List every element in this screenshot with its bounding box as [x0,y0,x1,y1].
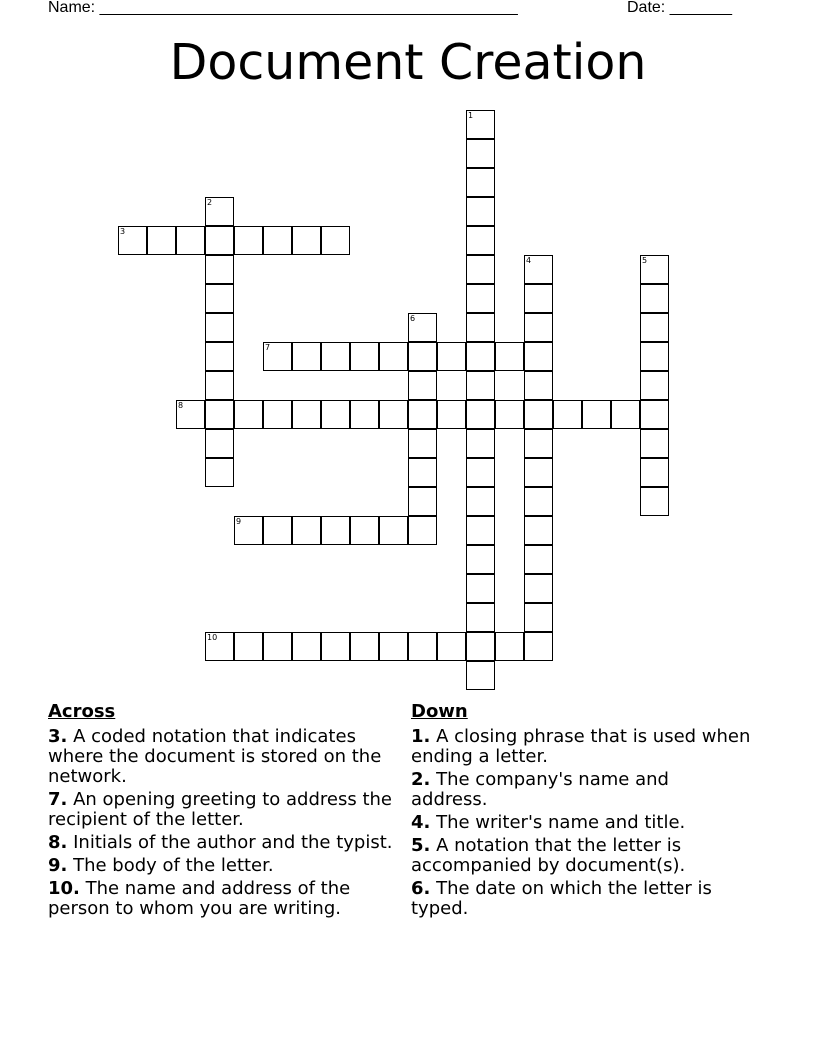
crossword-cell[interactable] [321,400,350,429]
crossword-cell[interactable] [524,429,553,458]
clue-number: 6. [411,878,431,899]
crossword-cell[interactable] [640,487,669,516]
across-heading: Across [48,701,116,722]
crossword-cell[interactable] [234,632,263,661]
crossword-cell[interactable] [205,400,234,429]
crossword-cell[interactable] [379,342,408,371]
crossword-cell[interactable] [408,400,437,429]
crossword-cell[interactable] [437,400,466,429]
crossword-cell[interactable] [408,632,437,661]
clue-text: A closing phrase that is used when ending a letter. [411,726,751,767]
crossword-cell[interactable] [466,400,495,429]
down-heading: Down [411,701,468,722]
crossword-cell[interactable] [524,545,553,574]
crossword-cell[interactable] [321,632,350,661]
crossword-cell[interactable] [466,603,495,632]
crossword-cell[interactable] [466,284,495,313]
crossword-cell[interactable] [408,429,437,458]
crossword-cell[interactable] [205,197,234,226]
down-clue [411,879,751,919]
across-clue [48,833,398,853]
crossword-cell[interactable] [205,342,234,371]
crossword-cell[interactable] [524,284,553,313]
clue-number-label: 5 [642,256,648,265]
crossword-cell[interactable] [205,632,234,661]
clue-number: 3. [48,726,68,747]
crossword-cell[interactable] [408,458,437,487]
crossword-cell[interactable] [408,342,437,371]
crossword-cell[interactable] [321,226,350,255]
crossword-cell[interactable] [524,458,553,487]
crossword-cell[interactable] [350,400,379,429]
clue-number: 10. [48,878,80,899]
crossword-cell[interactable] [466,574,495,603]
crossword-cell[interactable] [263,342,292,371]
down-clue [411,813,751,833]
crossword-cell[interactable] [234,400,263,429]
crossword-cell[interactable] [640,342,669,371]
clue-number-label: 10 [207,633,218,642]
clue-number: 8. [48,832,68,853]
crossword-cell[interactable] [350,342,379,371]
clue-number-label: 4 [526,256,532,265]
clue-number-label: 7 [265,343,271,352]
clue-text: The body of the letter. [67,855,274,876]
crossword-cell[interactable] [524,313,553,342]
crossword-cell[interactable] [611,400,640,429]
page-title: Document Creation [169,34,647,91]
crossword-cell[interactable] [640,255,669,284]
crossword-cell[interactable] [553,400,582,429]
crossword-cell[interactable] [466,371,495,400]
crossword-cell[interactable] [640,371,669,400]
crossword-cell[interactable] [495,400,524,429]
across-clue [48,727,398,787]
crossword-cell[interactable] [147,226,176,255]
crossword-cell[interactable] [205,371,234,400]
crossword-cell[interactable] [524,371,553,400]
crossword-cell[interactable] [466,487,495,516]
across-clue [48,856,398,876]
crossword-cell[interactable] [408,516,437,545]
crossword-cell[interactable] [205,313,234,342]
crossword-cell[interactable] [466,429,495,458]
crossword-cell[interactable] [205,226,234,255]
crossword-cell[interactable] [350,516,379,545]
crossword-cell[interactable] [205,255,234,284]
crossword-cell[interactable] [582,400,611,429]
crossword-cell[interactable] [524,400,553,429]
crossword-cell[interactable] [118,226,147,255]
down-clues [411,702,751,922]
clue-number: 7. [48,789,68,810]
crossword-cell[interactable] [466,632,495,661]
crossword-cell[interactable] [524,255,553,284]
crossword-cell[interactable] [205,458,234,487]
crossword-cell[interactable] [524,574,553,603]
clue-text: A coded notation that indicates where the document is stored on the network. [48,726,382,787]
crossword-cell[interactable] [466,342,495,371]
crossword-cell[interactable] [524,516,553,545]
crossword-cell[interactable] [524,603,553,632]
crossword-cell[interactable] [408,313,437,342]
clue-text: Initials of the author and the typist. [67,832,393,853]
crossword-cell[interactable] [292,400,321,429]
clue-text: The date on which the letter is typed. [411,878,712,919]
name-field-label: Name: _______________________________________________ [48,0,518,16]
crossword-cell[interactable] [466,313,495,342]
crossword-cell[interactable] [466,661,495,690]
crossword-cell[interactable] [640,458,669,487]
crossword-cell[interactable] [263,516,292,545]
crossword-cell[interactable] [321,516,350,545]
clue-number: 4. [411,812,431,833]
clue-number: 9. [48,855,68,876]
crossword-cell[interactable] [292,226,321,255]
crossword-cell[interactable] [234,226,263,255]
clue-text: The name and address of the person to whom you are writing. [48,878,351,919]
crossword-cell[interactable] [640,429,669,458]
crossword-cell[interactable] [350,632,379,661]
clue-text: The company's name and address. [411,769,669,810]
clue-number-label: 6 [410,314,416,323]
clue-text: An opening greeting to address the recipient of the letter. [48,789,392,830]
crossword-cell[interactable] [466,168,495,197]
crossword-cell[interactable] [466,516,495,545]
across-clue [48,790,398,830]
crossword-cell[interactable] [379,632,408,661]
crossword-cell[interactable] [263,226,292,255]
clue-text: A notation that the letter is accompanied by document(s). [411,835,686,876]
crossword-cell[interactable] [640,313,669,342]
across-clues [48,702,398,922]
crossword-cell[interactable] [524,342,553,371]
clue-number-label: 3 [120,227,126,236]
clue-number-label: 9 [236,517,242,526]
crossword-cell[interactable] [292,632,321,661]
crossword-cell[interactable] [466,197,495,226]
clue-number-label: 1 [468,111,474,120]
crossword-cell[interactable] [437,632,466,661]
crossword-cell[interactable] [176,226,205,255]
crossword-cell[interactable] [176,400,205,429]
crossword-cell[interactable] [408,371,437,400]
crossword-cell[interactable] [292,516,321,545]
crossword-cell[interactable] [292,342,321,371]
crossword-cell[interactable] [205,284,234,313]
crossword-cell[interactable] [263,400,292,429]
down-clue [411,727,751,767]
crossword-cell[interactable] [466,545,495,574]
crossword-cell[interactable] [495,632,524,661]
down-clue [411,836,751,876]
across-clue [48,879,398,919]
date-field-label: Date: _______ [627,0,732,16]
crossword-cell[interactable] [466,255,495,284]
crossword-cell[interactable] [524,487,553,516]
crossword-cell[interactable] [263,632,292,661]
clue-number-label: 2 [207,198,213,207]
crossword-cell[interactable] [379,516,408,545]
clue-number-label: 8 [178,401,184,410]
crossword-cell[interactable] [321,342,350,371]
crossword-cell[interactable] [466,226,495,255]
crossword-cell[interactable] [437,342,466,371]
clue-number: 5. [411,835,431,856]
crossword-cell[interactable] [408,487,437,516]
clue-number: 1. [411,726,431,747]
crossword-cell[interactable] [524,632,553,661]
crossword-cell[interactable] [640,284,669,313]
crossword-cell[interactable] [466,110,495,139]
crossword-cell[interactable] [379,400,408,429]
crossword-cell[interactable] [234,516,263,545]
crossword-cell[interactable] [495,342,524,371]
clue-number: 2. [411,769,431,790]
clue-text: The writer's name and title. [430,812,686,833]
crossword-cell[interactable] [466,139,495,168]
crossword-cell[interactable] [205,429,234,458]
down-clue [411,770,751,810]
crossword-cell[interactable] [640,400,669,429]
crossword-cell[interactable] [466,458,495,487]
